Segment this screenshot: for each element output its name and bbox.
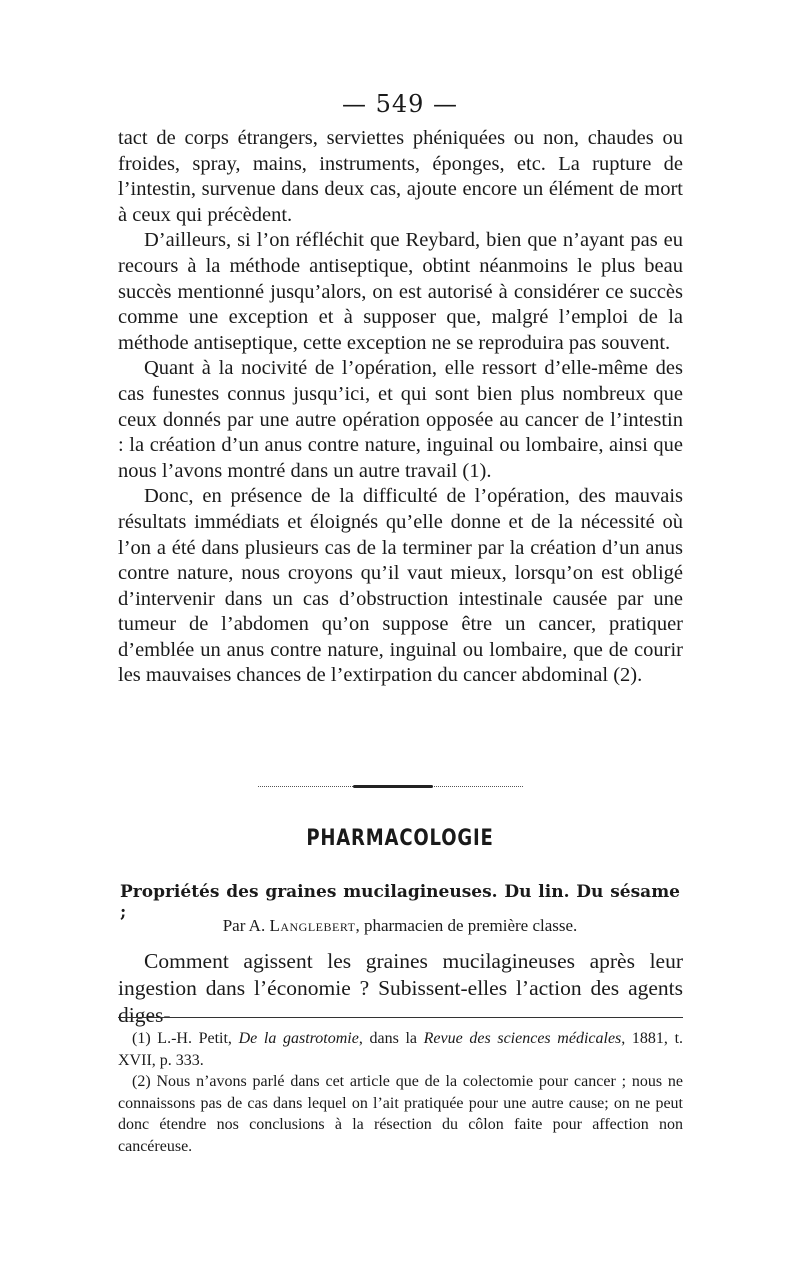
byline-prefix: Par A. <box>222 916 270 935</box>
paragraph: Quant à la nocivité de l’opération, elle ressort d’elle-même des cas funestes connus jusqu’ici, et qui sont bien plus nombreux que ceux donnés par une autre opération opposée au cancer de l’intestin : la création d’un anus contre nature, inguinal ou lombaire, ainsi que nous l’avons montré dans un autre travail (1). <box>118 357 683 482</box>
article-title: Propriétés des graines mucilagineuses. Du lin. Du sésame ; <box>120 882 680 922</box>
divider-flourish <box>353 785 433 788</box>
page-number: — 549 — <box>341 90 459 118</box>
footnote-1-mid: , dans la <box>358 1030 424 1047</box>
paragraph: tact de corps étrangers, serviettes phéniquées ou non, chaudes ou froides, spray, mains, instruments, éponges, etc. La rupture de l’intestin, survenue dans deux cas, ajoute encore un élément de mort à ceux qui précèdent. <box>118 127 683 226</box>
byline <box>0 916 800 936</box>
paragraph: Donc, en présence de la difficulté de l’opération, des mauvais résultats immédiats et éloignés qu’elle donne et de la nécessité où l’on a été dans plusieurs cas de la terminer par la création d’un anus contre nature, nous croyons qu’il vaut mieux, lorsqu’on est obligé d’intervenir dans un cas d’obstruction intestinale causée par une tumeur de l’abdomen qu’on suppose être un cancer, pratiquer d’emblée un anus contre nature, inguinal ou lombaire, que de courir les mauvaises chances de l’extirpation du cancer abdominal (2). <box>118 485 683 687</box>
section-divider-ornament <box>258 785 523 789</box>
footnotes <box>118 1028 683 1157</box>
footnote-2: (2) Nous n’avons parlé dans cet article que de la colectomie pour cancer ; nous ne connaissons pas de cas dans lequel on l’ait pratiquée pour une autre cause; on ne peut donc étendre nos conclusions à la résection du côlon faite pour affection non cancéreuse. <box>118 1073 683 1155</box>
intro-paragraph: Comment agissent les graines mucilagineuses après leur ingestion dans l’économie ? Subissent-elles l’action des agents diges- <box>118 949 683 1027</box>
footnote-1-journal: Revue des sciences médicales <box>423 1030 622 1047</box>
author-name: Langlebert <box>269 916 356 935</box>
body-text <box>118 126 683 689</box>
section-title: PHARMACOLOGIE <box>306 826 494 851</box>
footnote-1-title: De la gastrotomie <box>238 1030 359 1047</box>
footnote-1-prefix: (1) L.-H. Petit, <box>132 1030 239 1047</box>
footnote-1-suffix: , 1881, t. XVII, p. 333. <box>118 1030 684 1069</box>
paragraph: D’ailleurs, si l’on réfléchit que Reybard, bien que n’ayant pas eu recours à la méthode antiseptique, obtint néanmoins le plus beau succès mentionné jusqu’alors, on est autorisé à considérer ce succès comme une exception et à supposer que, malgré l’emploi de la méthode antiseptique, cette exception ne se reproduira pas souvent. <box>118 229 683 354</box>
footnote-1 <box>118 1028 683 1071</box>
byline-suffix: , pharmacien de première classe. <box>355 916 578 935</box>
footnote-rule <box>118 1017 683 1018</box>
